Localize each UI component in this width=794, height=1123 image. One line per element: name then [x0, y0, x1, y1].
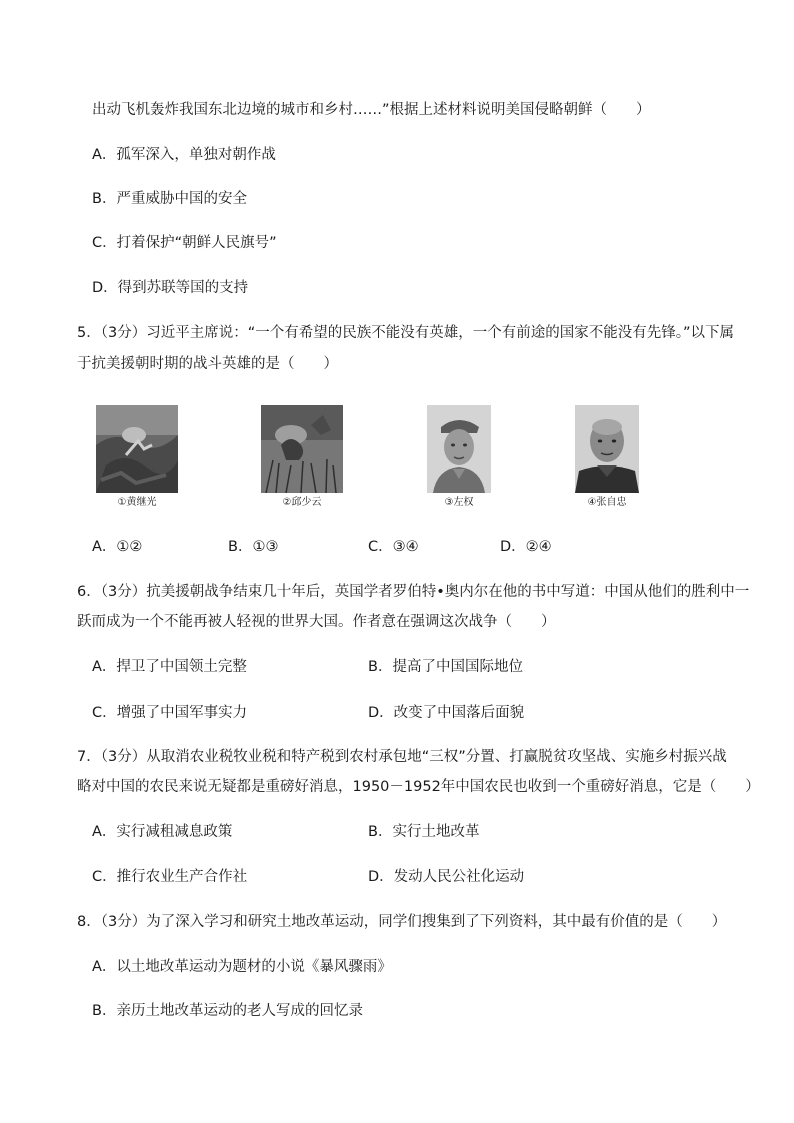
photo-zuo-quan	[427, 405, 491, 493]
q6-option-d[interactable]: D．改变了中国落后面貌	[368, 705, 525, 721]
q7-option-d[interactable]: D．发动人民公社化运动	[368, 869, 525, 885]
q5-stem-line2: 于抗美援朝时期的战斗英雄的是（ ）	[77, 356, 338, 372]
q5-option-c[interactable]: C．③④	[368, 539, 419, 555]
q5-stem-line1: 5．（3分）习近平主席说：“一个有希望的民族不能没有英雄，一个有前途的国家不能没有先锋。”以下属	[77, 325, 734, 341]
q4-option-d[interactable]: D．得到苏联等国的支持	[92, 280, 249, 296]
q5-option-b[interactable]: B．①③	[228, 539, 279, 555]
q4-stem-continuation: 出动飞机轰炸我国东北边境的城市和乡村……”根据上述材料说明美国侵略朝鲜（ ）	[92, 102, 651, 118]
q7-stem-line1: 7．（3分）从取消农业税牧业税和特产税到农村承包地“三权”分置、打赢脱贫攻坚战、实施乡村振兴战	[77, 749, 727, 765]
photo-qiu-shaoyun	[261, 405, 343, 493]
q5-option-a[interactable]: A．①②	[92, 539, 143, 555]
q8-stem-line1: 8．（3分）为了深入学习和研究土地改革运动，同学们搜集到了下列资料，其中最有价值的是（ ）	[77, 914, 727, 930]
q6-option-c[interactable]: C．增强了中国军事实力	[92, 705, 248, 721]
q6-stem-line2: 跃而成为一个不能再被人轻视的世界大国。作者意在强调这次战争（ ）	[77, 614, 556, 630]
q4-option-a[interactable]: A．孤军深入，单独对朝作战	[92, 147, 276, 163]
photo-caption-1: ①黄继光	[117, 497, 157, 508]
q6-stem-line1: 6．（3分）抗美援朝战争结束几十年后，英国学者罗伯特•奥内尔在他的书中写道：中国从他们的胜利中一	[77, 584, 750, 600]
photo-caption-2: ②邱少云	[282, 497, 322, 508]
q7-option-b[interactable]: B．实行土地改革	[368, 824, 480, 840]
q8-option-a[interactable]: A．以土地改革运动为题材的小说《暴风骤雨》	[92, 959, 392, 975]
q6-option-b[interactable]: B．提高了中国国际地位	[368, 659, 523, 675]
q7-stem-line2: 略对中国的农民来说无疑都是重磅好消息，1950－1952年中国农民也收到一个重磅好消息，它是（ ）	[77, 779, 760, 795]
q4-option-b[interactable]: B．严重威胁中国的安全	[92, 191, 247, 207]
photo-zhang-zizhong	[575, 405, 639, 493]
q5-option-d[interactable]: D．②④	[500, 539, 552, 555]
q7-option-c[interactable]: C．推行农业生产合作社	[92, 869, 248, 885]
q6-option-a[interactable]: A．捍卫了中国领土完整	[92, 659, 247, 675]
q8-option-b[interactable]: B．亲历土地改革运动的老人写成的回忆录	[92, 1003, 363, 1019]
q7-option-a[interactable]: A．实行减租减息政策	[92, 824, 233, 840]
photo-caption-4: ④张自忠	[587, 497, 627, 508]
q4-option-c[interactable]: C．打着保护“朝鲜人民旗号”	[92, 235, 277, 251]
photo-huang-jiguang	[96, 405, 178, 493]
photo-caption-3: ③左权	[444, 497, 474, 508]
